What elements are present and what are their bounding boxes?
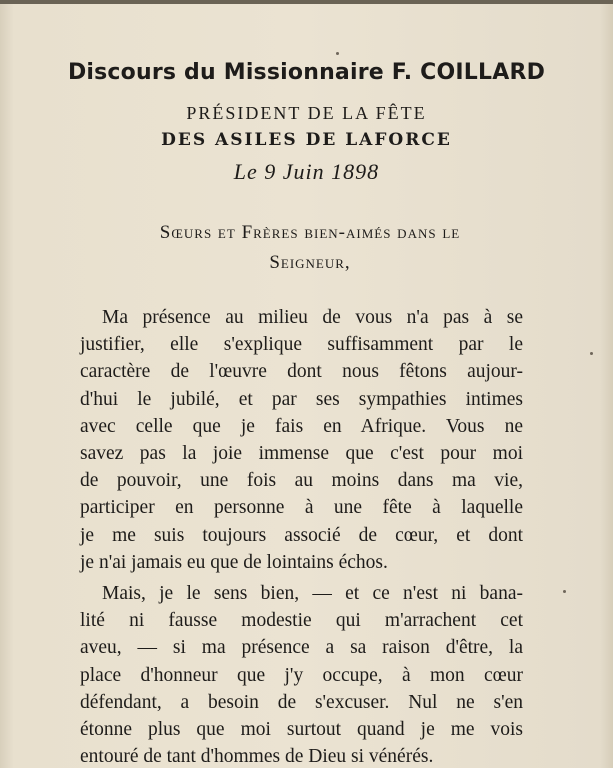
text-line: justifier, elle s'explique suffisamment par le bbox=[80, 334, 523, 356]
text-line: je me suis toujours associé de cœur, et dont bbox=[80, 524, 523, 546]
text-line: d'hui le jubilé, et par ses sympathies intimes bbox=[80, 388, 523, 410]
text-line: je n'ai jamais eu que de lointains échos. bbox=[80, 551, 388, 573]
salutation-line: Seigneur, bbox=[269, 252, 351, 273]
text-line: aveu, — si ma présence a sa raison d'être, la bbox=[80, 637, 523, 659]
text-line: participer en personne à une fête à laquelle bbox=[80, 497, 523, 519]
text-line: avec celle que je fais en Afrique. Vous ne bbox=[80, 415, 523, 437]
salutation bbox=[70, 218, 550, 278]
text-line: savez pas la joie immense que c'est pour moi bbox=[80, 443, 523, 465]
title-event: DES ASILES DE LAFORCE bbox=[161, 130, 452, 150]
text-line: Ma présence au milieu de vous n'a pas à se bbox=[102, 307, 523, 328]
text-line: entouré de tant d'hommes de Dieu si vénérés. bbox=[80, 746, 434, 768]
text-line: étonne plus que moi surtout quand je me vois bbox=[80, 719, 523, 741]
speech-body bbox=[80, 304, 523, 768]
paragraph bbox=[80, 580, 523, 768]
salutation-line: Sœurs et Frères bien-aimés dans le bbox=[159, 222, 461, 243]
title-role: PRÉSIDENT DE LA FÊTE bbox=[186, 103, 427, 123]
paragraph bbox=[80, 304, 523, 576]
paper-speck bbox=[590, 352, 593, 355]
text-line: de pouvoir, une fois au moins dans ma vie, bbox=[80, 470, 523, 492]
title-speaker: Discours du Missionnaire F. COILLARD bbox=[67, 60, 546, 85]
paper-speck bbox=[563, 590, 566, 593]
text-line: lité ni fausse modestie qui m'arrachent cet bbox=[80, 610, 523, 632]
text-line: Mais, je le sens bien, — et ce n'est ni bana- bbox=[102, 583, 523, 605]
paper-speck bbox=[336, 52, 339, 55]
title-date: Le 9 Juin 1898 bbox=[233, 159, 380, 184]
text-line: défendant, a besoin de s'excuser. Nul ne s'en bbox=[80, 691, 523, 713]
text-line: place d'honneur que j'y occupe, à mon cœur bbox=[80, 664, 523, 686]
page-top-edge bbox=[0, 0, 613, 4]
text-line: caractère de l'œuvre dont nous fêtons aujour- bbox=[80, 361, 523, 383]
